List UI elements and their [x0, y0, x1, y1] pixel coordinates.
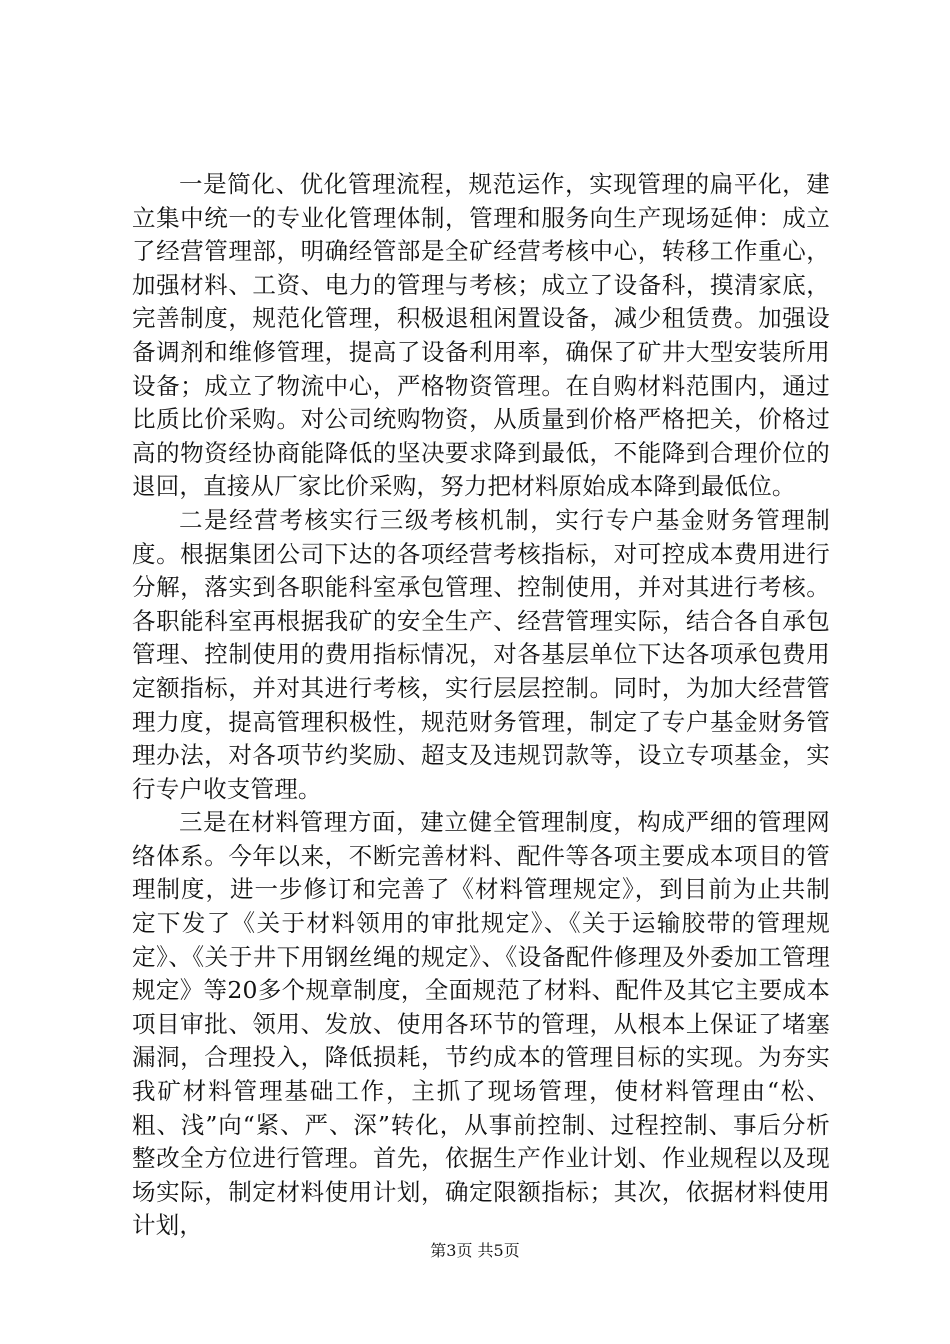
page-number: 第3页 共5页: [430, 1241, 520, 1260]
paragraph-3: 三是在材料管理方面，建立健全管理制度，构成严细的管理网络体系。今年以来，不断完善材料、配件等各项主要成本项目的管理制度，进一步修订和完善了《材料管理规定》，到目前为止共制定下发了《关于材料领用的审批规定》、《关于运输胶带的管理规定》、《关于井下用钢丝绳的规定》、《设备配件修理及外委加工管理规定》等20多个规章制度，全面规范了材料、配件及其它主要成本项目审批、领用、发放、使用各环节的管理，从根本上保证了堵塞漏洞，合理投入，降低损耗，节约成本的管理目标的实现。为夯实我矿材料管理基础工作，主抓了现场管理，使材料管理由“松、粗、浅”向“紧、严、深”转化，从事前控制、过程控制、事后分析整改全方位进行管理。首先，依据生产作业计划、作业规程以及现场实际，制定材料使用计划，确定限额指标；其次，依据材料使用计划，: [132, 808, 830, 1240]
paragraph-1: 一是简化、优化管理流程，规范运作，实现管理的扁平化，建立集中统一的专业化管理体制，管理和服务向生产现场延伸：成立了经营管理部，明确经管部是全矿经营考核中心，转移工作重心，加强材料、工资、电力的管理与考核；成立了设备科，摸清家底，完善制度，规范化管理，积极退租闲置设备，减少租赁费。加强设备调剂和维修管理，提高了设备利用率，确保了矿井大型安装所用设备；成立了物流中心，严格物资管理。在自购材料范围内，通过比质比价采购。对公司统购物资，从质量到价格严格把关，价格过高的物资经协商能降低的坚决要求降到最低，不能降到合理价位的退回，直接从厂家比价采购，努力把材料原始成本降到最低位。: [132, 170, 830, 501]
body-text: [132, 168, 830, 1243]
paragraph-2: 二是经营考核实行三级考核机制，实行专户基金财务管理制度。根据集团公司下达的各项经营考核指标，对可控成本费用进行分解，落实到各职能科室承包管理、控制使用，并对其进行考核。各职能科室再根据我矿的安全生产、经营管理实际，结合各自承包管理、控制使用的费用指标情况，对各基层单位下达各项承包费用定额指标，并对其进行考核，实行层层控制。同时，为加大经营管理力度，提高管理积极性，规范财务管理，制定了专户基金财务管理办法，对各项节约奖励、超支及违规罚款等，设立专项基金，实行专户收支管理。: [132, 505, 830, 803]
page-footer: [0, 1241, 950, 1261]
